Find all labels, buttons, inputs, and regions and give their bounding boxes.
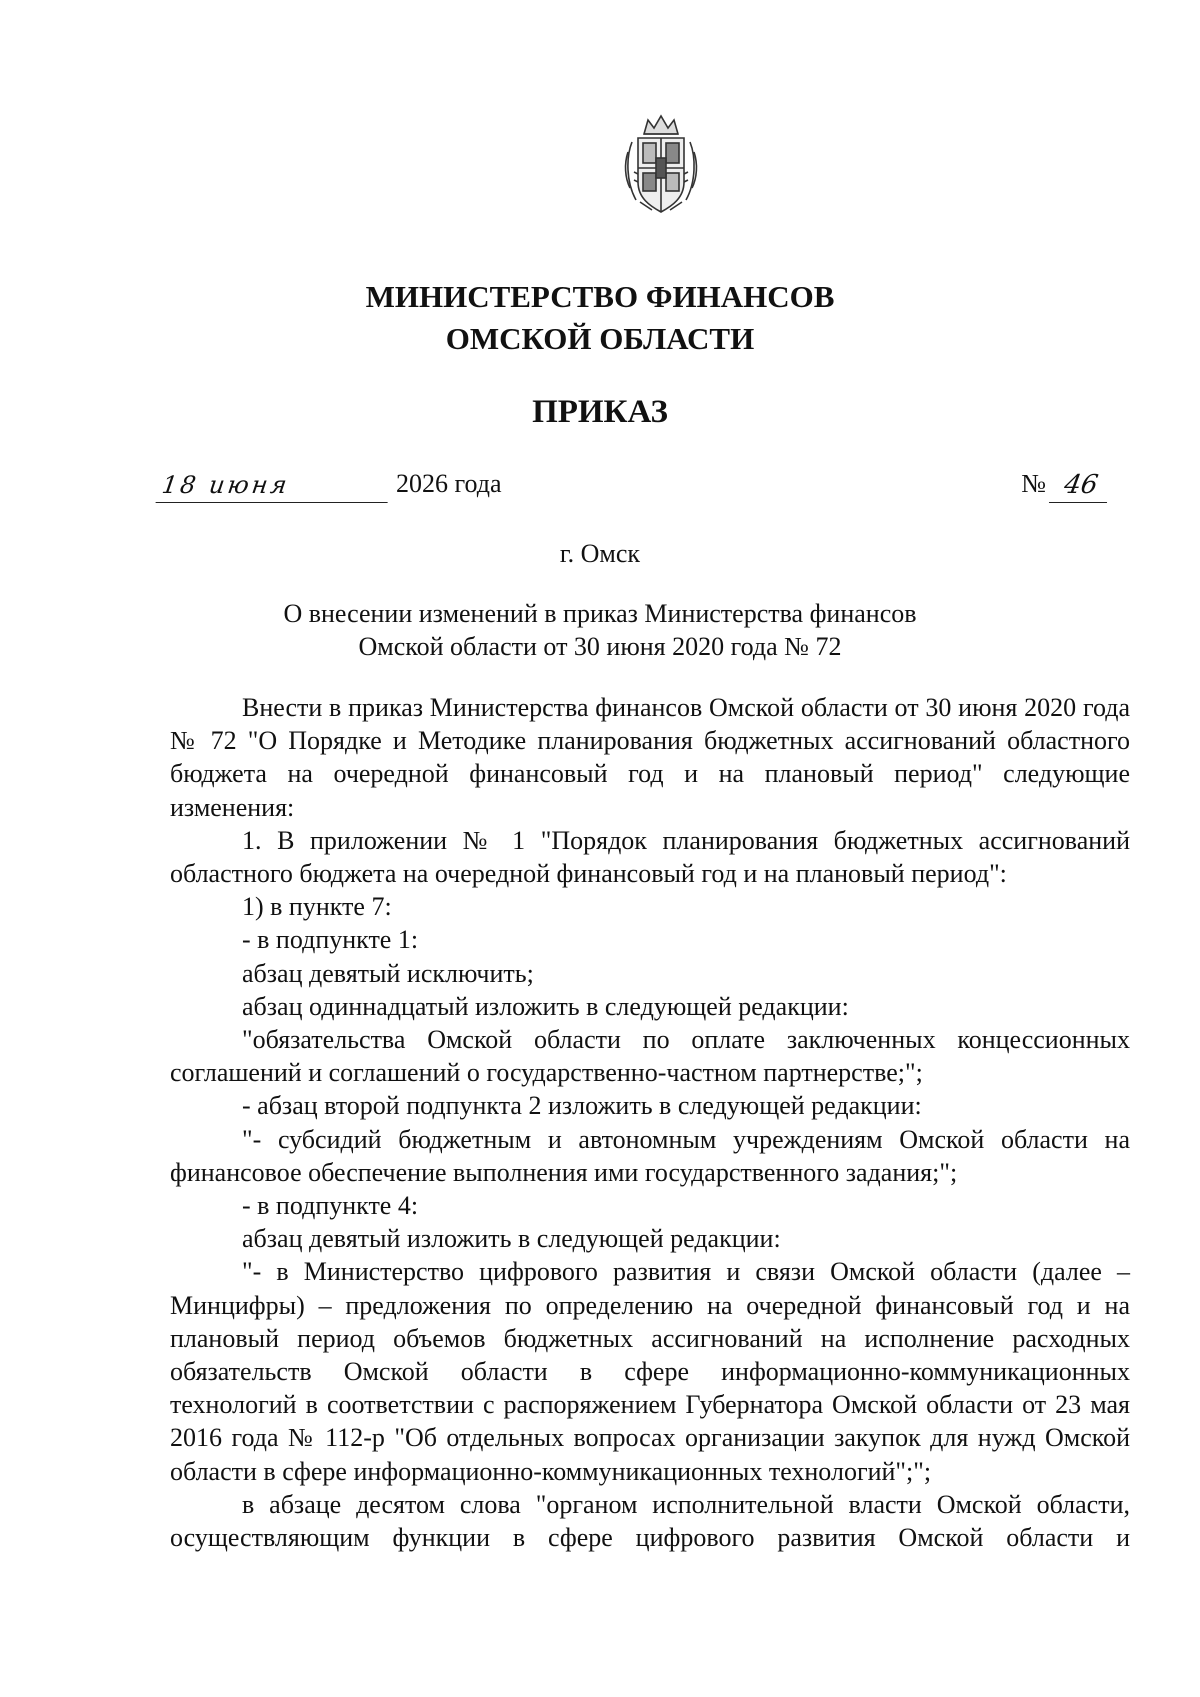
paragraph: абзац девятый исключить; (242, 958, 534, 988)
order-number (1021, 465, 1110, 503)
subject-line1: О внесении изменений в приказ Министерства финансов (283, 599, 917, 628)
paragraph: в абзаце десятом слова "органом исполнительной власти Омской области, осуществляющим функции в сфере цифрового развития Омской области и (170, 1489, 1130, 1553)
paragraph: "- в Министерство цифрового развития и связи Омской области (далее – Минцифры) – предложения по определению на очередной финансовый год и на плановый период объемов бюджетных ассигнований на исполнение расходных обязательств Омской области в сфере информационно-коммуникационных технологий в соответствии с распоряжением Губернатора Омской области от 23 мая 2016 года № 112-р "Об отдельных вопросах организации закупок для нужд Омской области в сфере информационно-коммуникационных технологий";"; (170, 1257, 1130, 1486)
handwritten-number: 46 (1049, 468, 1113, 503)
handwritten-date: 18 июня (156, 468, 393, 503)
paragraph: - в подпункте 1: (242, 925, 419, 955)
paragraph: - в подпункте 4: (242, 1191, 419, 1221)
paragraph: абзац одиннадцатый изложить в следующей редакции: (242, 991, 849, 1021)
document-type-title: ПРИКАЗ (532, 394, 668, 430)
order-date (158, 465, 502, 503)
paragraph: 1. В приложении № 1 "Порядок планирования бюджетных ассигнований областного бюджета на очередной финансовый год и на плановый период": (170, 825, 1130, 889)
paragraph: "- субсидий бюджетным и автономным учреждениям Омской области на финансовое обеспечение выполнения ими государственного задания;"; (170, 1124, 1130, 1187)
order-body (170, 691, 1130, 1554)
paragraph: абзац девятый изложить в следующей редакции: (242, 1224, 781, 1254)
paragraph: Внести в приказ Министерства финансов Омской области от 30 июня 2020 года № 72 "О Порядке и Методике планирования бюджетных ассигнований областного бюджета на очередной финансовый год и на плановый период" следующие изменения: (170, 693, 1130, 822)
coat-of-arms-emblem (622, 112, 700, 216)
paragraph: 1) в пункте 7: (242, 892, 392, 922)
number-label: № (1021, 469, 1046, 498)
ministry-name-line1: МИНИСТЕРСТВО ФИНАНСОВ (365, 279, 835, 314)
subject-line2: Омской области от 30 июня 2020 года № 72 (358, 632, 842, 661)
paragraph: "обязательства Омской области по оплате заключенных концессионных соглашений и соглашений о государственно-частном партнерстве;"; (170, 1025, 1130, 1088)
paragraph: - абзац второй подпункта 2 изложить в следующей редакции: (242, 1091, 922, 1121)
city-line: г. Омск (559, 539, 641, 568)
ministry-name-line2: ОМСКОЙ ОБЛАСТИ (445, 321, 755, 356)
date-year: 2026 года (396, 469, 502, 498)
